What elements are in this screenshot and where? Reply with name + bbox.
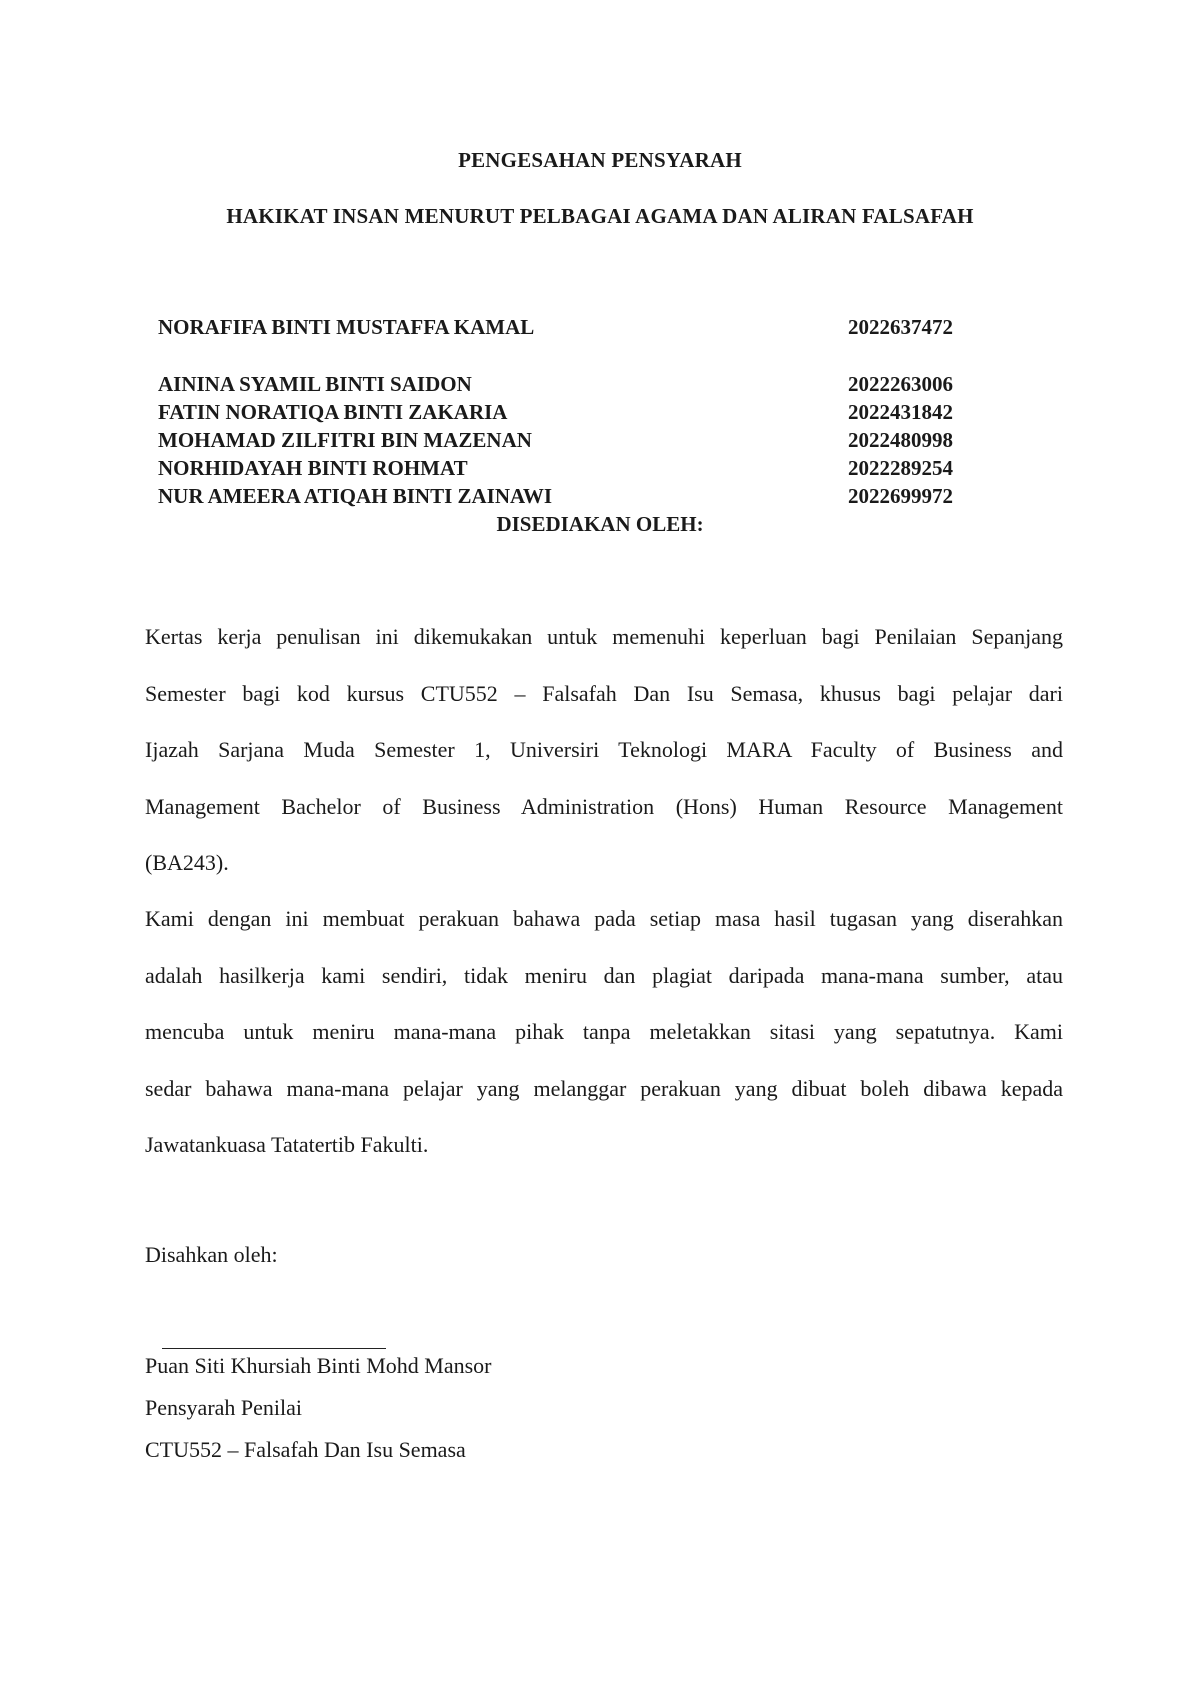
paragraph-line: Management Bachelor of Business Administration (Hons) Human Resource Management [145, 793, 1063, 819]
signature-line [162, 1348, 386, 1349]
student-name: MOHAMAD ZILFITRI BIN MAZENAN [158, 428, 532, 452]
paragraph-line: sedar bahawa mana-mana pelajar yang melanggar perakuan yang dibuat boleh dibawa kepada [145, 1075, 1063, 1101]
student-name: NUR AMEERA ATIQAH BINTI ZAINAWI [158, 484, 553, 508]
paragraph-line: Kami dengan ini membuat perakuan bahawa pada setiap masa hasil tugasan yang diserahkan [145, 906, 1063, 931]
paragraph-line: mencuba untuk meniru mana-mana pihak tanpa meletakkan sitasi yang sepatutnya. Kami [145, 1019, 1063, 1044]
prepared-by-label: DISEDIAKAN OLEH: [496, 512, 704, 536]
lecturer-name: Puan Siti Khursiah Binti Mohd Mansor [145, 1353, 492, 1378]
student-name: NORAFIFA BINTI MUSTAFFA KAMAL [158, 315, 535, 339]
student-name: NORHIDAYAH BINTI ROHMAT [158, 456, 468, 480]
paragraph-line: (BA243). [145, 850, 229, 875]
paragraph-line: Semester bagi kod kursus CTU552 – Falsafah Dan Isu Semasa, khusus bagi pelajar dari [145, 680, 1063, 706]
course-name: CTU552 – Falsafah Dan Isu Semasa [145, 1437, 466, 1462]
declaration-paragraph-2 [145, 891, 1063, 1174]
paragraph-line: Jawatankuasa Tatatertib Fakulti. [145, 1132, 429, 1157]
approved-by-label: Disahkan oleh: [145, 1242, 278, 1267]
student-name: AININA SYAMIL BINTI SAIDON [158, 372, 472, 396]
paragraph-line: Kertas kerja penulisan ini dikemukakan untuk memenuhi keperluan bagi Penilaian Sepanjang [145, 624, 1063, 649]
lecturer-role: Pensyarah Penilai [145, 1395, 303, 1420]
paragraph-line: Ijazah Sarjana Muda Semester 1, Universiri Teknologi MARA Faculty of Business and [145, 737, 1063, 762]
student-id: 2022263006 [848, 372, 953, 396]
student-id: 2022431842 [848, 400, 953, 424]
student-id: 2022637472 [848, 315, 953, 339]
page-title: PENGESAHAN PENSYARAH [458, 148, 742, 172]
declaration-paragraph-1 [145, 609, 1063, 892]
student-id: 2022480998 [848, 428, 953, 452]
paragraph-line: adalah hasilkerja kami sendiri, tidak meniru dan plagiat daripada mana-mana sumber, atau [145, 962, 1063, 988]
student-name: FATIN NORATIQA BINTI ZAKARIA [158, 400, 508, 424]
page-subtitle: HAKIKAT INSAN MENURUT PELBAGAI AGAMA DAN ALIRAN FALSAFAH [226, 204, 974, 228]
student-id: 2022289254 [848, 456, 953, 480]
student-id: 2022699972 [848, 484, 953, 508]
